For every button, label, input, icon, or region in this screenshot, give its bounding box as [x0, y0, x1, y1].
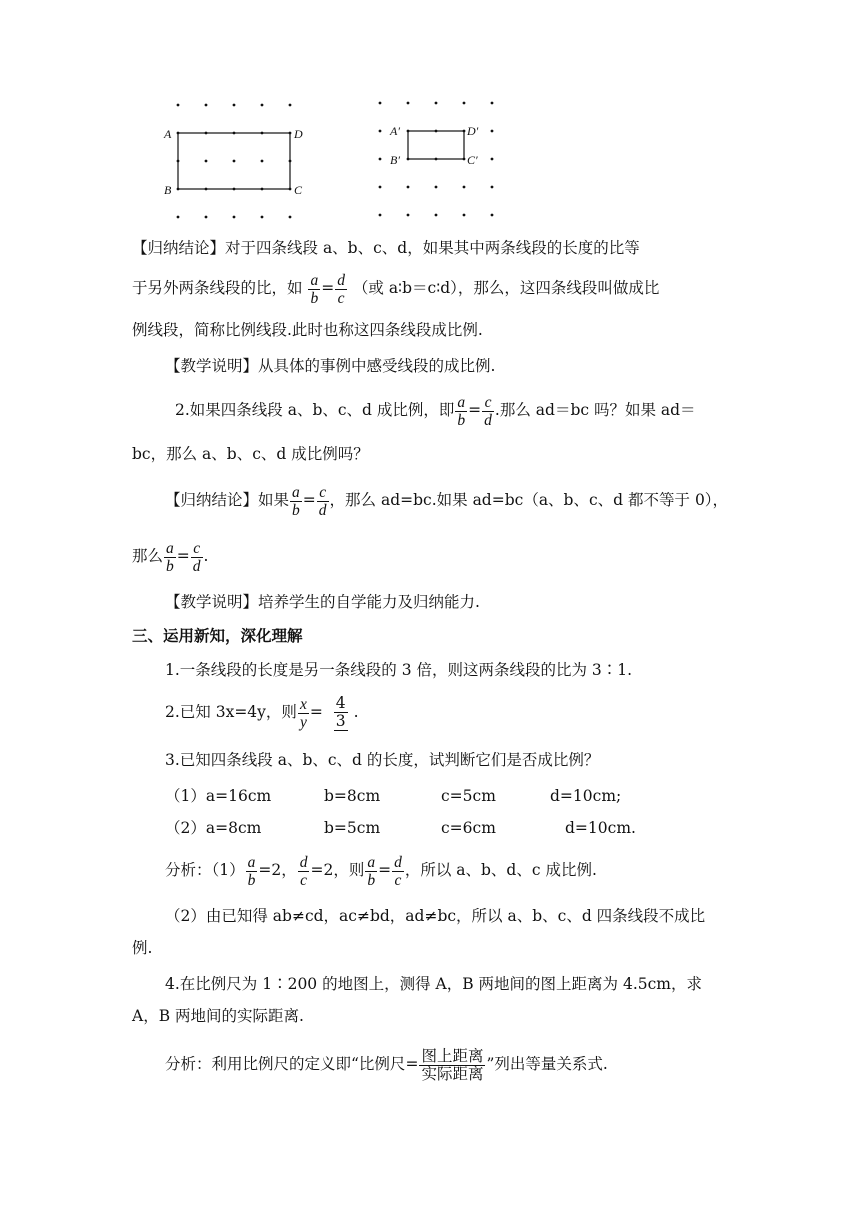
fraction-c-d: $\frac{c}{d}$ — [192, 539, 201, 575]
text: . — [353, 703, 359, 721]
fraction-a-b: $\frac{a}{b}$ — [247, 853, 256, 889]
equals: = — [302, 491, 316, 509]
analysis-3-part-2: （2）由已知得 ab≠cd，ac≠bd，ad≠bc，所以 a、b、c、d 四条线段不成比 — [165, 907, 706, 925]
text: 2.已知 3x=4y，则 — [165, 703, 297, 721]
grid-dot — [491, 102, 494, 105]
fraction-c-d: $\frac{c}{d}$ — [484, 393, 492, 429]
label-A: A — [164, 127, 172, 141]
teaching-note-2 — [165, 592, 480, 612]
equals: = — [176, 547, 190, 565]
fraction-a-b: $\frac{a}{b}$ — [292, 483, 300, 519]
exercise-2 — [165, 692, 359, 732]
analysis-3-part-1 — [165, 850, 597, 890]
analysis-4 — [165, 1042, 608, 1086]
grid-dot — [205, 104, 208, 107]
grid-dot — [435, 214, 438, 217]
grid-dot — [407, 102, 410, 105]
fraction-d-c: $\frac{d}{c}$ — [394, 853, 402, 889]
text: ，那么 ad=bc.如果 ad=bc（a、b、c、d 都不等于 0）， — [329, 491, 729, 509]
fraction-scale-definition: $\frac{\text{图上距离}}{\text{实际距离}}$ — [421, 1046, 484, 1083]
equals: = — [405, 1055, 419, 1073]
grid-dot — [261, 216, 264, 219]
text: 那么 — [132, 547, 164, 565]
teaching-note-1 — [165, 356, 495, 376]
fraction-a-b: $\frac{a}{b}$ — [166, 539, 174, 575]
conclusion-2-line2 — [132, 536, 208, 576]
note-text: 从具体的事例中感受线段的成比例. — [258, 357, 496, 375]
grid-dot — [261, 104, 264, 107]
tag-teaching-note: 【教学说明】 — [165, 357, 259, 375]
value-c: c=6cm — [441, 819, 496, 837]
grid-dot — [233, 160, 236, 163]
conclusion-text: 对于四条线段 a、b、c、d，如果其中两条线段的长度的比等 — [225, 239, 640, 257]
text: 分析：利用比例尺的定义即“比例尺 — [165, 1055, 406, 1073]
text: .那么 ad＝bc 吗？如果 ad＝ — [494, 401, 696, 419]
grid-dot — [407, 214, 410, 217]
fraction-a-b: $\frac{a}{b}$ — [310, 271, 319, 307]
fraction-a-b: $\frac{a}{b}$ — [457, 393, 466, 429]
analysis-3-part-2-cont: 例. — [132, 939, 153, 957]
label-B: B — [164, 183, 172, 197]
exercise-3-row-1 — [165, 786, 622, 806]
conclusion-1-line1 — [132, 238, 640, 258]
grid-dot — [435, 186, 438, 189]
equals: = — [309, 703, 323, 721]
grid-dot — [463, 186, 466, 189]
equals: = — [468, 401, 482, 419]
label-C: C — [294, 183, 303, 197]
rectangle-a-prime — [408, 131, 464, 159]
exercise-4-line2: A，B 两地间的实际距离. — [132, 1007, 304, 1025]
similar-rectangles-figure — [0, 0, 860, 230]
tag-teaching-note: 【教学说明】 — [165, 593, 259, 611]
fraction-d-c: $\frac{d}{c}$ — [299, 853, 308, 889]
equals: = — [321, 279, 335, 297]
note-text: 培养学生的自学能力及归纳能力. — [258, 593, 480, 611]
conclusion-1-line2 — [132, 268, 659, 308]
exercise-3-row-2 — [165, 818, 636, 838]
label-A-prime: A′ — [390, 124, 400, 138]
tag-conclusion: 【归纳结论】 — [165, 491, 259, 509]
grid-dot — [407, 186, 410, 189]
value-a: （1）a=16cm — [165, 787, 272, 805]
conclusion-1-line3: 例线段，简称比例线段.此时也称这四条线段成比例. — [132, 321, 483, 339]
grid-dot — [177, 216, 180, 219]
question-2-line1 — [175, 390, 696, 430]
text: 2.如果四条线段 a、b、c、d 成比例，即 — [175, 401, 455, 419]
grid-dot — [463, 214, 466, 217]
question-2-line2: bc，那么 a、b、c、d 成比例吗？ — [132, 445, 369, 463]
grid-dot — [379, 186, 382, 189]
label-D-prime: D′ — [467, 124, 479, 138]
grid-dot — [289, 216, 292, 219]
grid-dot — [379, 102, 382, 105]
grid-dot — [289, 104, 292, 107]
grid-dot — [233, 216, 236, 219]
grid-dot — [379, 130, 382, 133]
value-b: b=5cm — [324, 819, 381, 837]
value-d: d=10cm. — [565, 819, 636, 837]
fraction-a-b: $\frac{a}{b}$ — [367, 853, 376, 889]
exercise-4-line1: 4.在比例尺为 1∶200 的地图上，测得 A，B 两地间的图上距离为 4.5cm，求 — [165, 975, 702, 993]
grid-dot — [491, 158, 494, 161]
text: 于另外两条线段的比，如 — [132, 279, 303, 297]
section-title: 三、运用新知，深化理解 — [132, 626, 303, 645]
grid-dot — [379, 214, 382, 217]
grid-dot — [261, 160, 264, 163]
text: =2， — [258, 861, 297, 879]
text: （或 a∶b＝c∶d），那么，这四条线段叫做成比 — [352, 279, 660, 297]
answer-fraction-4-3: $\frac{4}{3}$ — [335, 694, 346, 730]
value-d: d=10cm; — [550, 787, 622, 805]
grid-dot — [491, 214, 494, 217]
label-C-prime: C′ — [467, 153, 478, 167]
equals: = — [378, 861, 392, 879]
grid-dot — [205, 216, 208, 219]
text: ，所以 a、b、d、c 成比例. — [404, 861, 597, 879]
grid-dot — [435, 102, 438, 105]
exercise-3: 3.已知四条线段 a、b、c、d 的长度，试判断它们是否成比例？ — [165, 751, 600, 769]
value-b: b=8cm — [324, 787, 381, 805]
text: ”列出等量关系式. — [486, 1055, 608, 1073]
left-dot-grid — [177, 104, 292, 219]
conclusion-2-line1 — [165, 480, 728, 520]
grid-dot — [491, 186, 494, 189]
grid-dot — [491, 130, 494, 133]
text: . — [203, 547, 209, 565]
text: 如果 — [258, 491, 290, 509]
fraction-c-d: $\frac{c}{d}$ — [318, 483, 327, 519]
grid-dot — [177, 104, 180, 107]
exercise-1: 1.一条线段的长度是另一条线段的 3 倍，则这两条线段的比为 3∶1. — [165, 661, 633, 679]
fraction-d-c: $\frac{d}{c}$ — [337, 271, 345, 307]
tag-conclusion: 【归纳结论】 — [132, 239, 226, 257]
value-a: （2）a=8cm — [165, 819, 262, 837]
label-D: D — [294, 127, 303, 141]
fraction-x-y: $\frac{x}{y}$ — [299, 695, 307, 731]
label-B-prime: B′ — [390, 153, 400, 167]
text: 分析：（1） — [165, 861, 245, 879]
grid-dot — [233, 104, 236, 107]
grid-dot — [205, 160, 208, 163]
grid-dot — [463, 102, 466, 105]
grid-dot — [379, 158, 382, 161]
text: =2，则 — [310, 861, 365, 879]
value-c: c=5cm — [441, 787, 496, 805]
